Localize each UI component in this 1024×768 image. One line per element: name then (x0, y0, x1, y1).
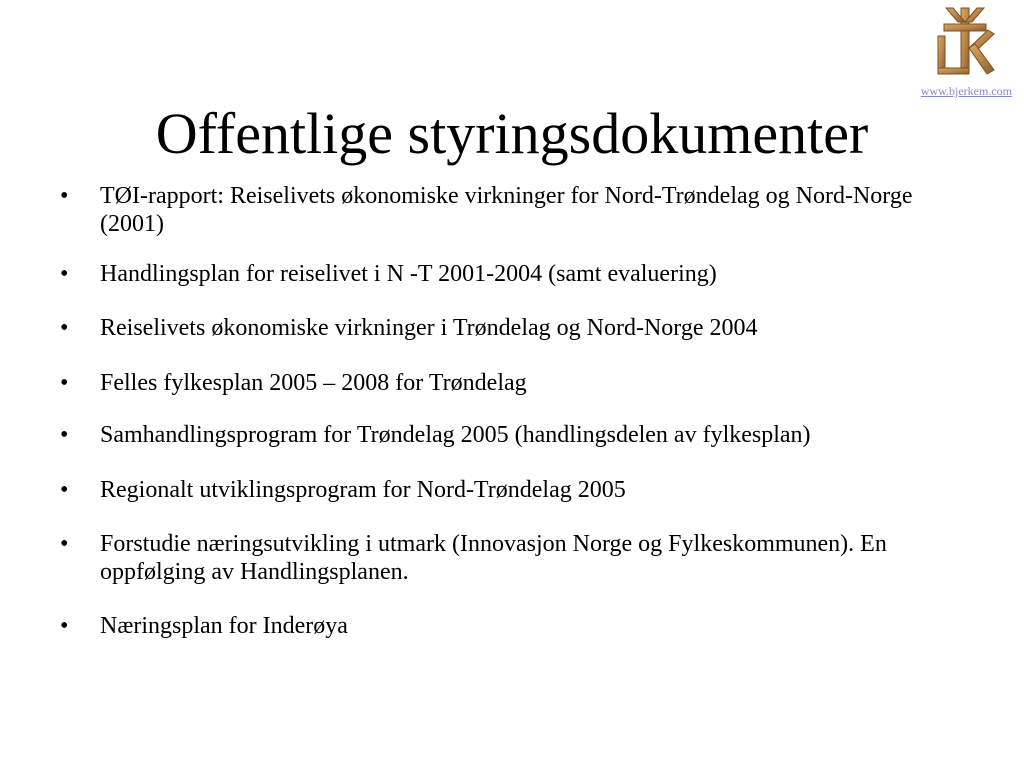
bullet-glyph: • (60, 613, 69, 639)
list-item-text: Forstudie næringsutvikling i utmark (Innovasjon Norge og Fylkeskommunen). En oppfølging av Handlingsplanen. (100, 531, 887, 585)
bullet-glyph: • (60, 477, 69, 503)
list-item (60, 530, 960, 586)
bjerkem-logo-icon (934, 6, 996, 78)
list-item-text: Reiselivets økonomiske virkninger i Trøndelag og Nord-Norge 2004 (100, 315, 758, 341)
list-item (60, 421, 960, 449)
bullet-glyph: • (60, 261, 69, 287)
list-item-text: Handlingsplan for reiselivet i N -T 2001-2004 (samt evaluering) (100, 261, 717, 287)
list-item (60, 476, 960, 504)
list-item-text: Regionalt utviklingsprogram for Nord-Trøndelag 2005 (100, 477, 626, 503)
list-item (60, 369, 960, 397)
list-item-text: Samhandlingsprogram for Trøndelag 2005 (handlingsdelen av fylkesplan) (100, 422, 811, 448)
list-item-text: Næringsplan for Inderøya (100, 613, 348, 639)
list-item (60, 314, 960, 342)
list-item (60, 612, 960, 640)
bullet-glyph: • (60, 370, 69, 396)
bullet-glyph: • (60, 531, 69, 557)
slide-title: Offentlige styringsdokumenter (155, 101, 869, 166)
bullet-glyph: • (60, 422, 69, 448)
bullet-glyph: • (60, 183, 69, 209)
list-item (60, 182, 960, 238)
list-item-text: TØI-rapport: Reiselivets økonomiske virkninger for Nord-Trøndelag og Nord-Norge (2001) (100, 183, 913, 237)
website-link[interactable]: www.bjerkem.com (920, 84, 1012, 98)
list-item-text: Felles fylkesplan 2005 – 2008 for Trøndelag (100, 370, 527, 396)
list-item (60, 260, 960, 288)
bullet-glyph: • (60, 315, 69, 341)
